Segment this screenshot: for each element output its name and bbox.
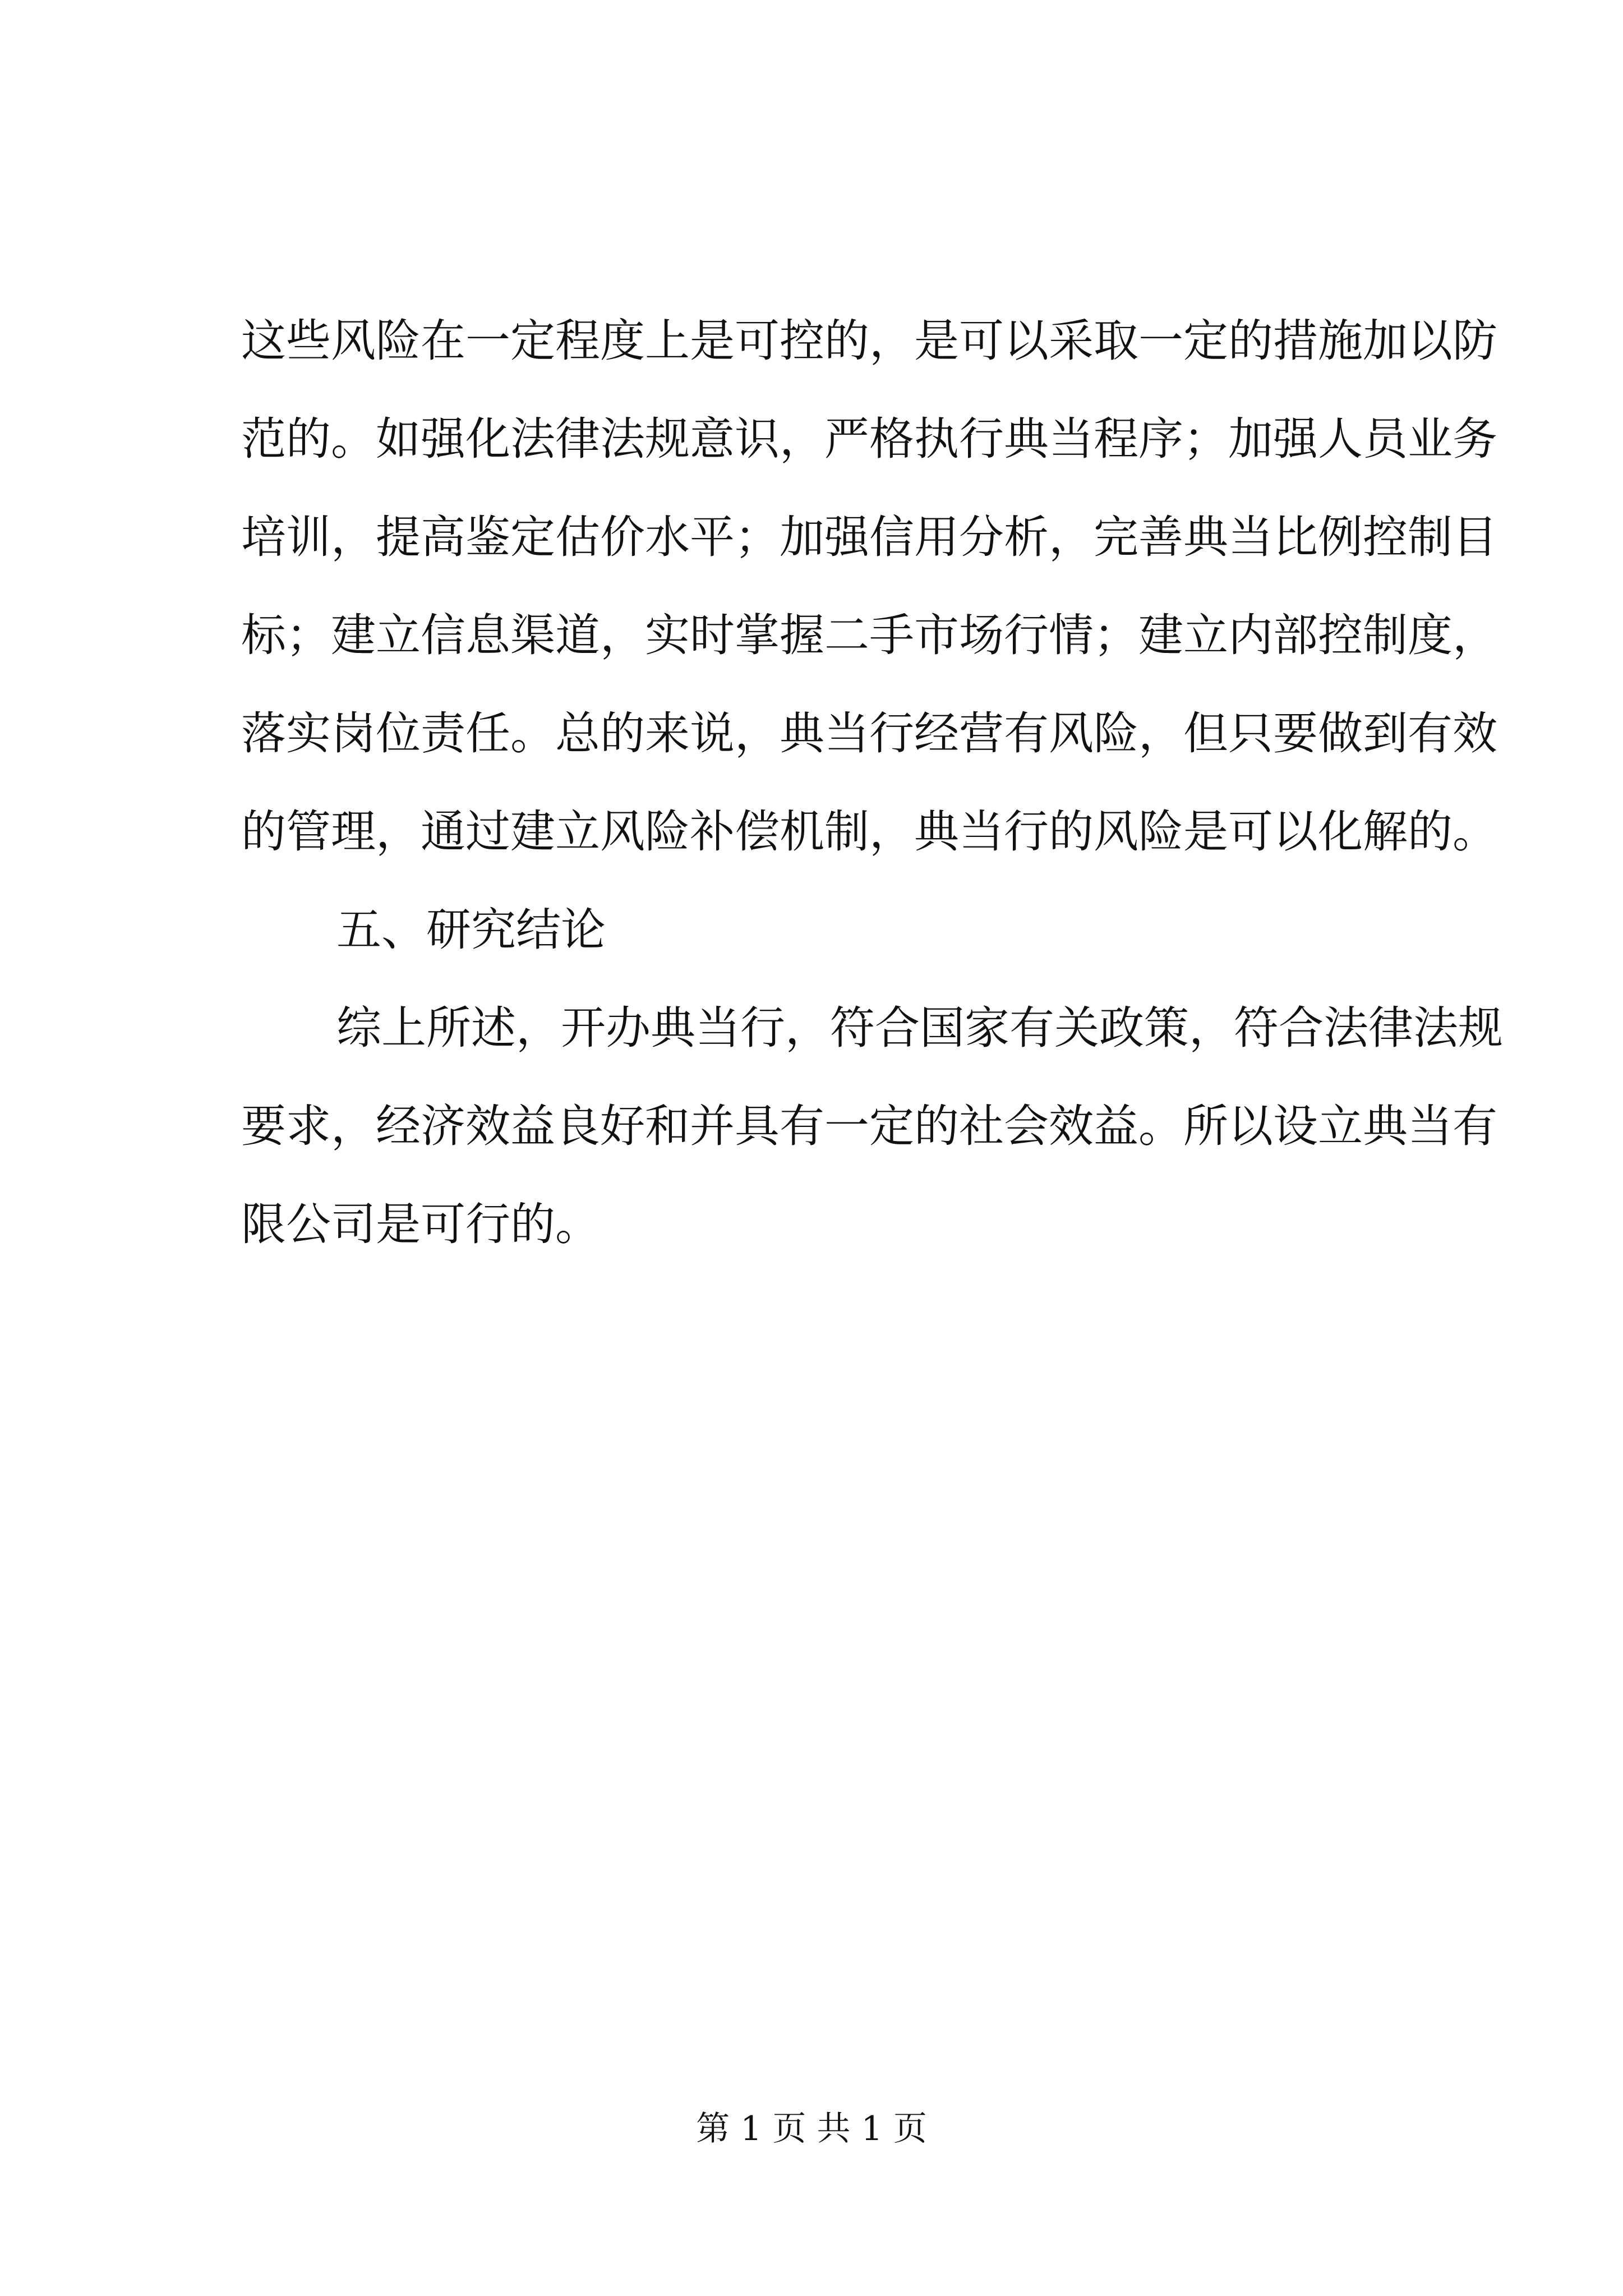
paragraph-line: 的管理，通过建立风险补偿机制，典当行的风险是可以化解的。 [241,806,1497,858]
paragraph-line: 限公司是可行的。 [241,1198,600,1250]
paragraph-line: 落实岗位责任。总的来说，典当行经营有风险，但只要做到有效 [241,707,1497,760]
paragraph-line: 这些风险在一定程度上是可控的，是可以采取一定的措施加以防 [241,315,1497,367]
document-body [241,292,1503,1273]
page-footer: 第 1 页 共 1 页 [696,2109,927,2148]
section-heading: 五、研究结论 [336,904,606,956]
paragraph-line: 范的。如强化法律法规意识，严格执行典当程序；加强人员业务 [241,413,1497,465]
paragraph-line: 综上所述，开办典当行，符合国家有关政策，符合法律法规 [336,1002,1503,1054]
paragraph-line: 标；建立信息渠道，实时掌握二手市场行情；建立内部控制度， [241,609,1497,661]
paragraph-line: 要求，经济效益良好和并具有一定的社会效益。所以设立典当有 [241,1100,1497,1152]
paragraph-line: 培训，提高鉴定估价水平；加强信用分析，完善典当比例控制目 [241,511,1497,563]
